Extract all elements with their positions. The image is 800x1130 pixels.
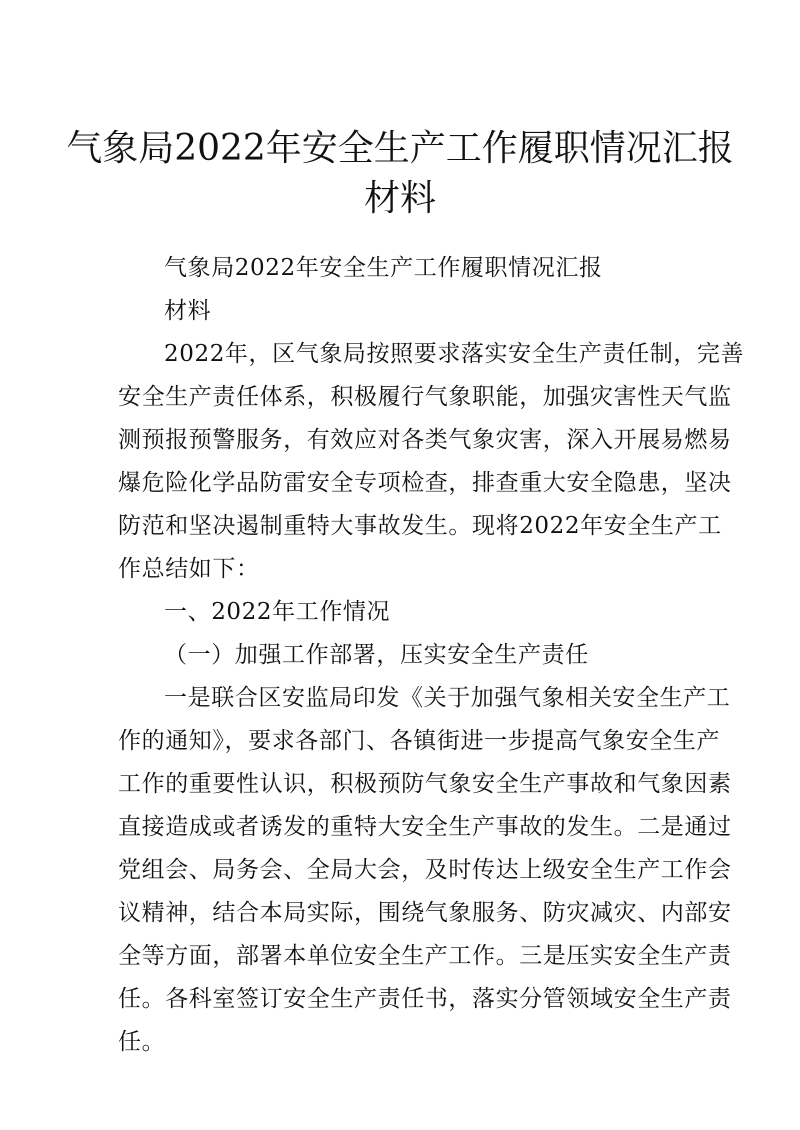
body-line: 测预报预警服务，有效应对各类气象灾害，深入开展易燃易 [118, 427, 732, 453]
body-line: 任。各科室签订安全生产责任书，落实分管领域安全生产责 [118, 986, 732, 1012]
body-line: 党组会、局务会、全局大会，及时传达上级安全生产工作会 [118, 857, 732, 883]
document-title-line-1: 气象局2022年安全生产工作履职情况汇报 [66, 128, 734, 169]
section-heading: 一、2022年工作情况 [164, 599, 391, 625]
document-title-line-2: 材料 [363, 178, 436, 219]
body-line: 议精神，结合本局实际，围绕气象服务、防灾减灾、内部安 [118, 900, 732, 926]
body-line: 防范和坚决遏制重特大事故发生。现将2022年安全生产工 [118, 513, 722, 539]
body-line: 作的通知》，要求各部门、各镇街进一步提高气象安全生产 [118, 728, 721, 754]
body-line: 气象局2022年安全生产工作履职情况汇报 [164, 255, 603, 281]
body-line: 安全生产责任体系，积极履行气象职能，加强灾害性天气监 [118, 384, 732, 410]
body-line: 作总结如下： [118, 556, 260, 582]
body-line: 全等方面，部署本单位安全生产工作。三是压实安全生产责 [118, 943, 732, 969]
body-line: 一是联合区安监局印发《关于加强气象相关安全生产工 [164, 685, 731, 711]
body-line: 工作的重要性认识，积极预防气象安全生产事故和气象因素 [118, 771, 732, 797]
body-line: 任。 [118, 1029, 166, 1055]
body-line: 直接造成或者诱发的重特大安全生产事故的发生。二是通过 [118, 814, 732, 840]
body-line: 2022年，区气象局按照要求落实安全生产责任制，完善 [164, 341, 745, 367]
body-line: 材料 [164, 298, 212, 324]
subsection-heading: （一）加强工作部署，压实安全生产责任 [164, 642, 589, 668]
body-line: 爆危险化学品防雷安全专项检查，排查重大安全隐患，坚决 [118, 470, 732, 496]
